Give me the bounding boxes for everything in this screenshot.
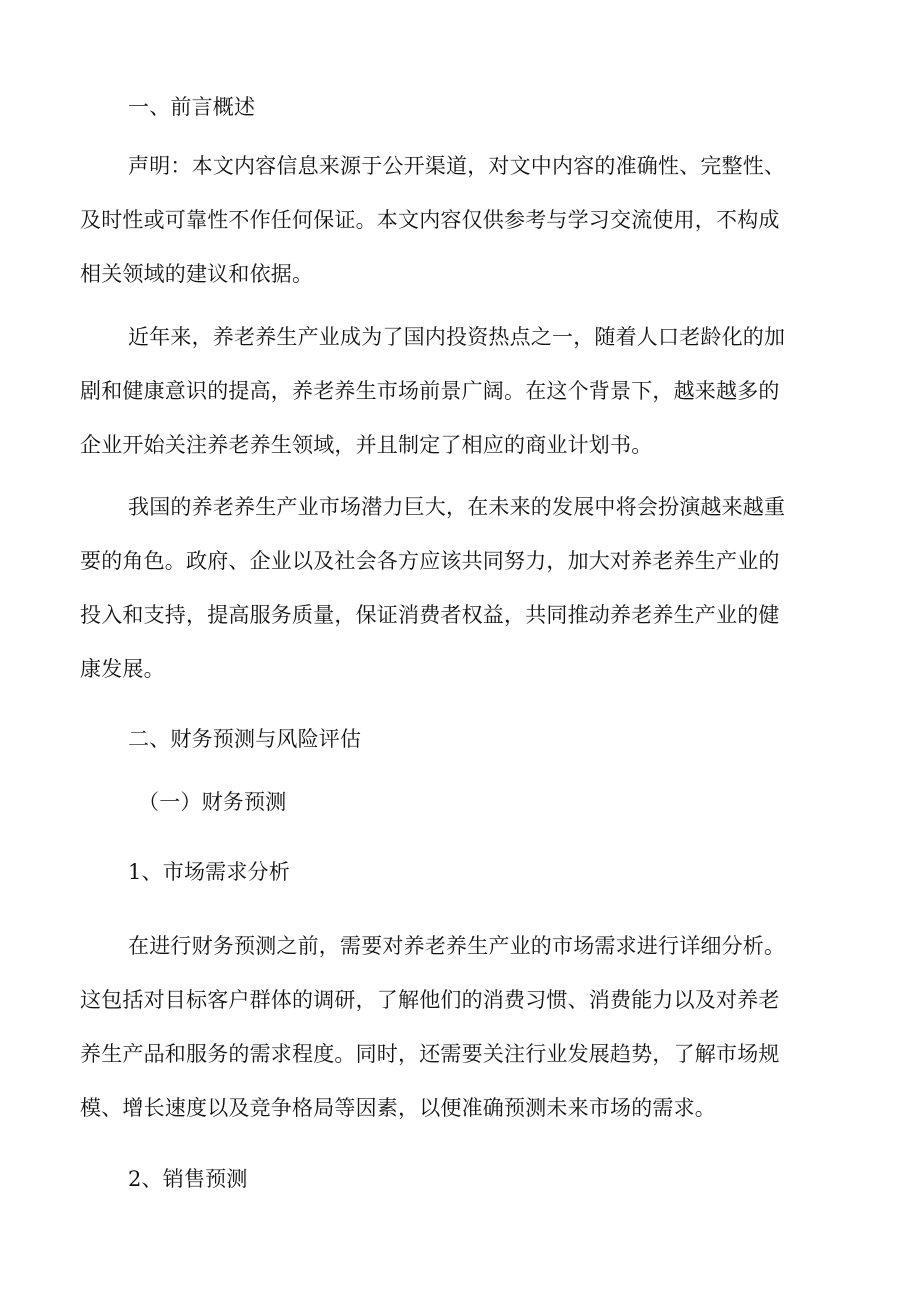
paragraph-2-line-2: 要的角色。政府、企业以及社会各方应该共同努力，加大对养老养生产业的 [80,549,780,573]
paragraph-2-line-4: 康发展。 [80,657,165,681]
market-demand-line-2: 这包括对目标客户群体的调研，了解他们的消费习惯、消费能力以及对养老 [80,988,780,1012]
paragraph-1-line-3: 企业开始关注养老养生领域，并且制定了相应的商业计划书。 [80,433,653,457]
market-demand-line-3: 养生产品和服务的需求程度。同时，还需要关注行业发展趋势，了解市场规 [80,1042,780,1066]
paragraph-2-line-1: 我国的养老养生产业市场潜力巨大，在未来的发展中将会扮演越来越重 [128,495,786,519]
disclaimer-line-1: 声明：本文内容信息来源于公开渠道，对文中内容的准确性、完整性、 [128,154,786,178]
section-heading-foreword: 一、前言概述 [128,95,256,119]
paragraph-2-line-3: 投入和支持，提高服务质量，保证消费者权益，共同推动养老养生产业的健 [80,603,780,627]
item-heading-sales-forecast: 2、销售预测 [128,1167,248,1191]
subsection-heading-financial-forecast: （一）财务预测 [138,790,287,814]
market-demand-line-1: 在进行财务预测之前，需要对养老养生产业的市场需求进行详细分析。 [128,934,786,958]
section-heading-financial-forecast-risk: 二、财务预测与风险评估 [128,727,362,751]
disclaimer-line-3: 相关领域的建议和依据。 [80,262,314,286]
disclaimer-line-2: 及时性或可靠性不作任何保证。本文内容仅供参考与学习交流使用，不构成 [80,208,780,232]
paragraph-1-line-1: 近年来，养老养生产业成为了国内投资热点之一，随着人口老龄化的加 [128,325,786,349]
paragraph-1-line-2: 剧和健康意识的提高，养老养生市场前景广阔。在这个背景下，越来越多的 [80,379,780,403]
market-demand-line-4: 模、增长速度以及竞争格局等因素，以便准确预测未来市场的需求。 [80,1096,716,1120]
item-heading-market-demand: 1、市场需求分析 [128,860,290,884]
